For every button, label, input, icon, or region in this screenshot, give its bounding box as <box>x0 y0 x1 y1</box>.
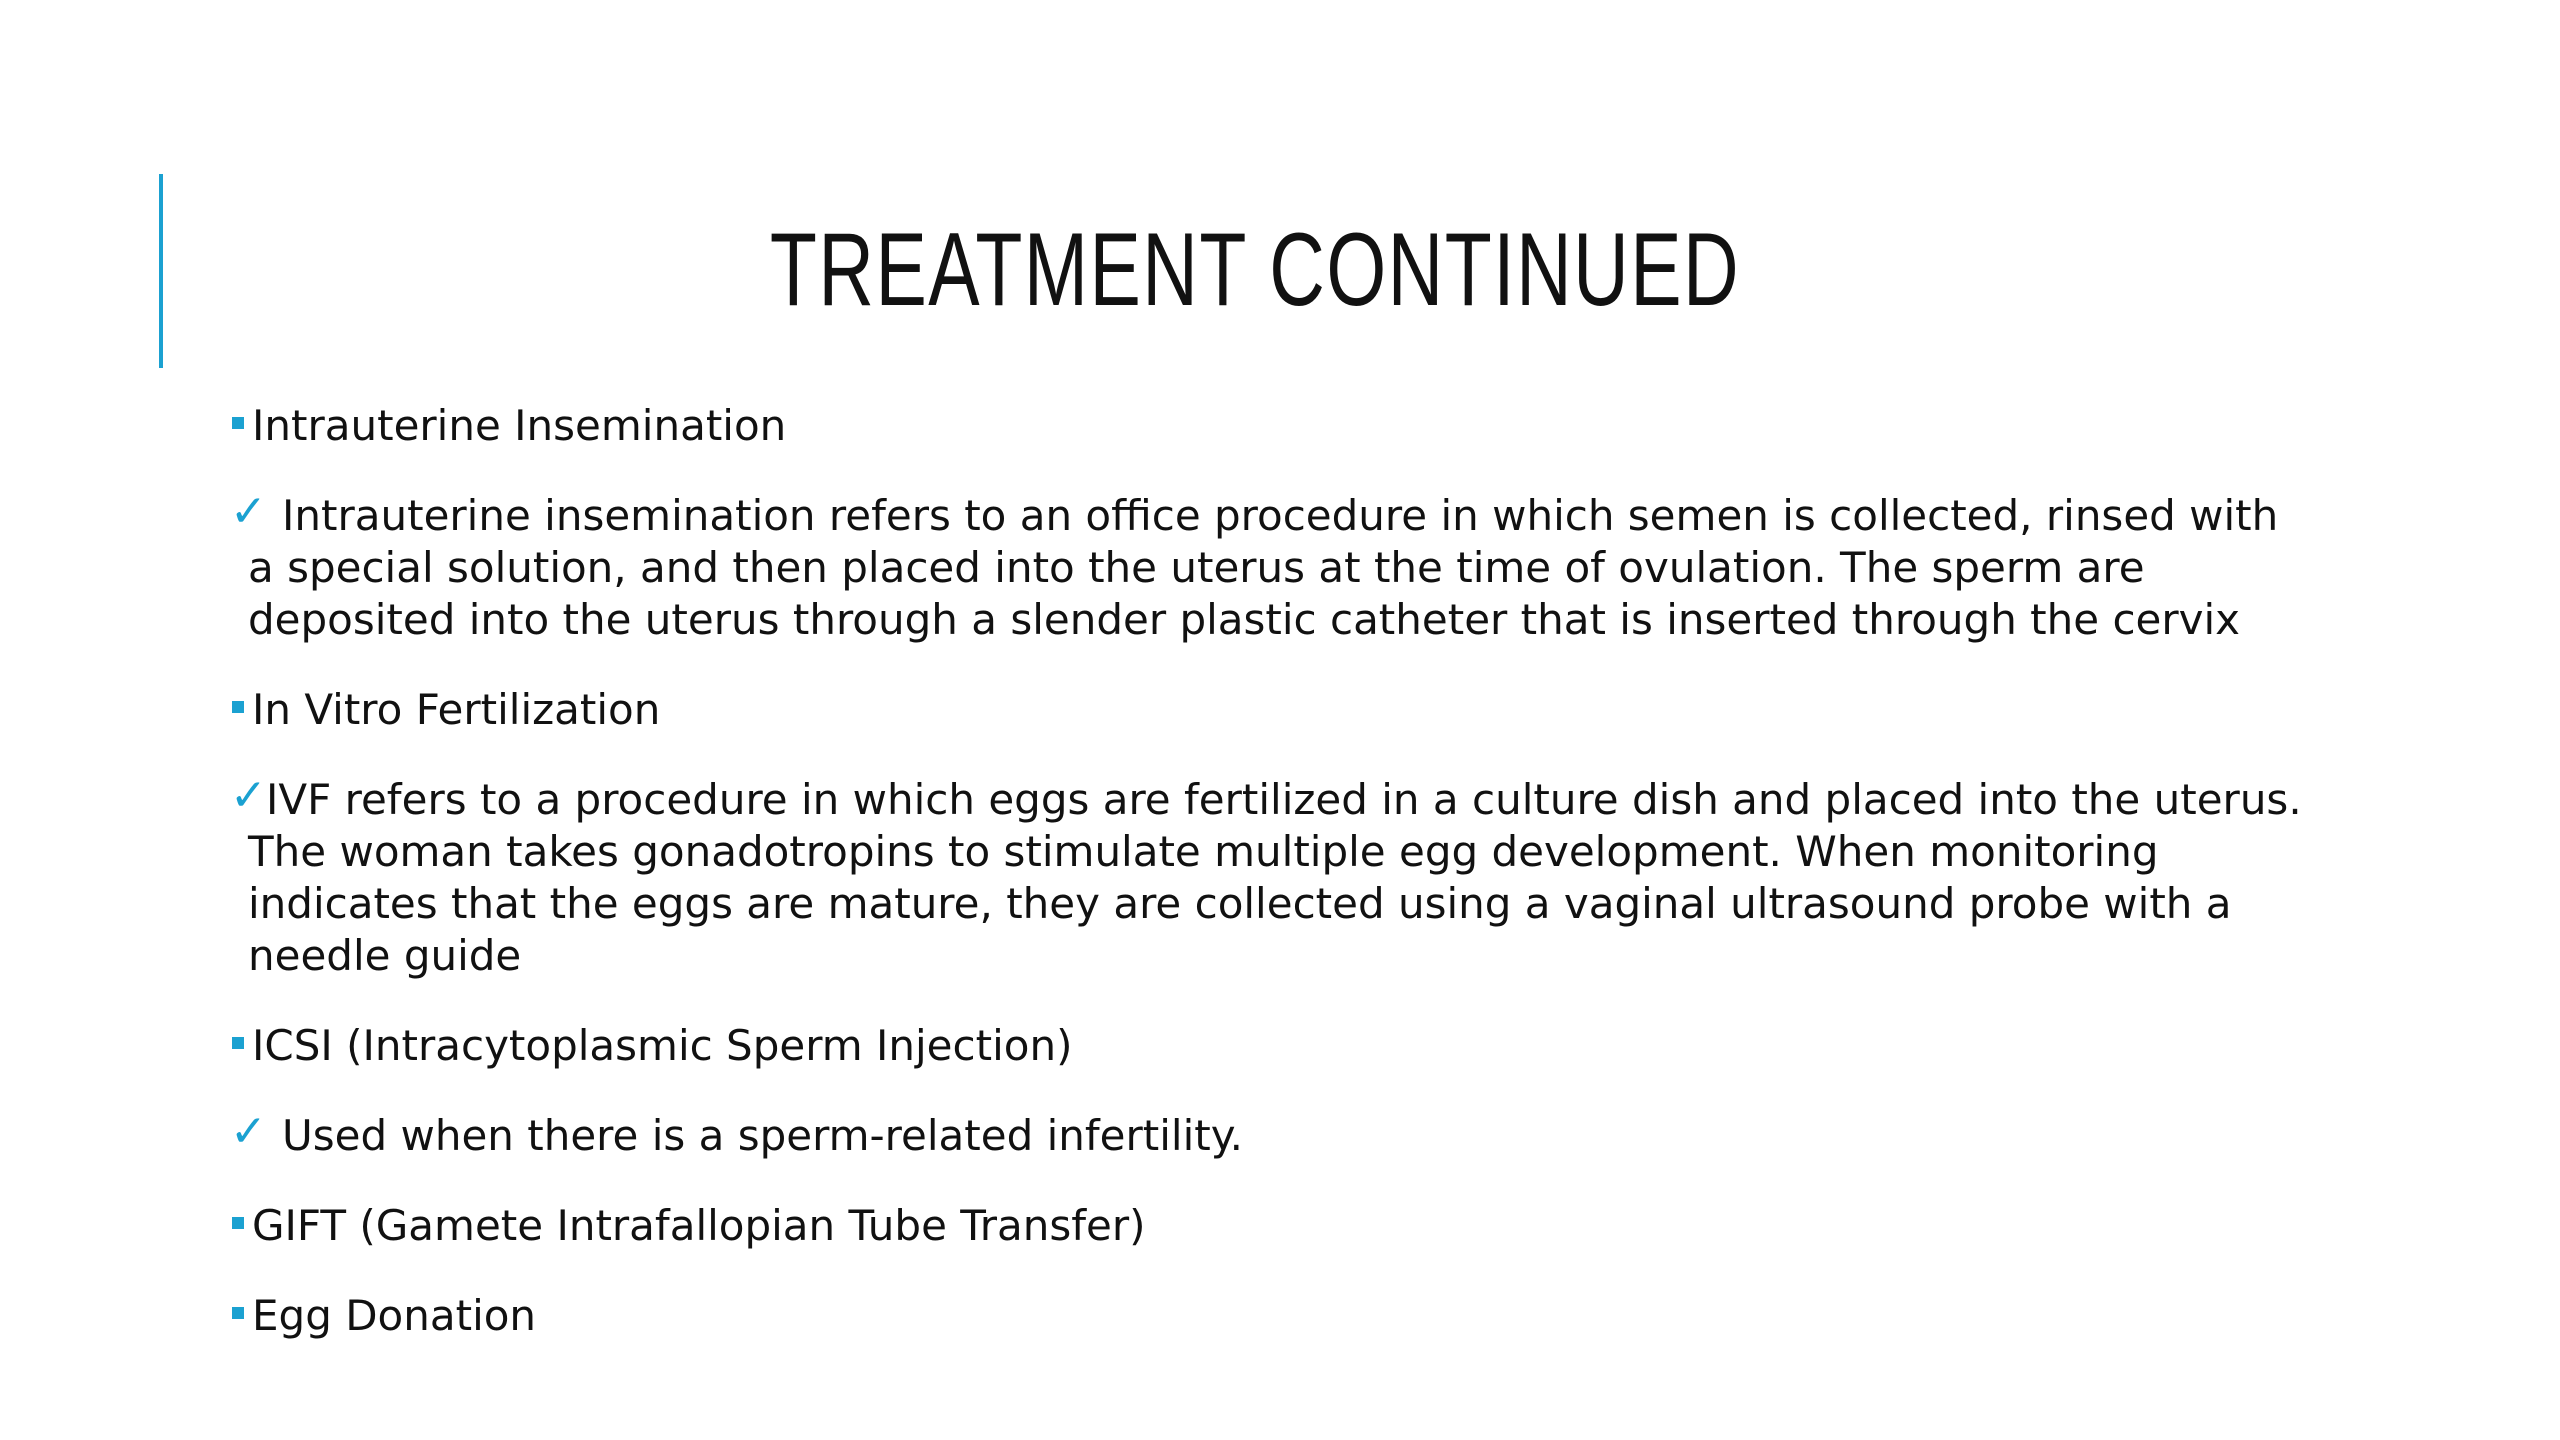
list-item-text: GIFT (Gamete Intrafallopian Tube Transfer) <box>252 1201 1146 1250</box>
list-item-text: IVF refers to a procedure in which eggs are fertilized in a culture dish and placed into the uterus. The woman takes gonadotropins to stimulate multiple egg development. When monitoring indicates that the eggs are mature, they are collected using a vaginal ultrasound probe with a needle guide <box>248 775 2302 980</box>
square-bullet-icon <box>232 1307 244 1319</box>
list-item-text: In Vitro Fertilization <box>252 685 661 734</box>
slide-title: TREATMENT CONTINUED <box>769 212 1741 328</box>
list-item <box>230 1106 2310 1162</box>
list-item <box>230 684 2310 736</box>
list-item-text: Used when there is a sperm-related infertility. <box>282 1111 1243 1160</box>
slide-content <box>230 400 2310 1380</box>
square-bullet-icon <box>232 701 244 713</box>
list-item <box>230 1290 2310 1342</box>
checkmark-icon: ✓ <box>230 770 267 821</box>
list-item-text: ICSI (Intracytoplasmic Sperm Injection) <box>252 1021 1073 1070</box>
square-bullet-icon <box>232 1217 244 1229</box>
list-item-text: Egg Donation <box>252 1291 537 1340</box>
title-accent-bar <box>159 174 163 368</box>
list-item-text: Intrauterine insemination refers to an office procedure in which semen is collected, rinsed with a special solution, and then placed into the uterus at the time of ovulation. The sperm are deposited into the uterus through a slender plastic catheter that is inserted through the cervix <box>248 491 2279 644</box>
list-item <box>230 486 2310 646</box>
checkmark-icon: ✓ <box>230 1106 267 1157</box>
list-item <box>230 1200 2310 1252</box>
square-bullet-icon <box>232 1037 244 1049</box>
list-item <box>230 770 2310 982</box>
list-item <box>230 1020 2310 1072</box>
checkmark-icon: ✓ <box>230 486 267 537</box>
square-bullet-icon <box>232 417 244 429</box>
list-item <box>230 400 2310 452</box>
list-item-text: Intrauterine Insemination <box>252 401 787 450</box>
